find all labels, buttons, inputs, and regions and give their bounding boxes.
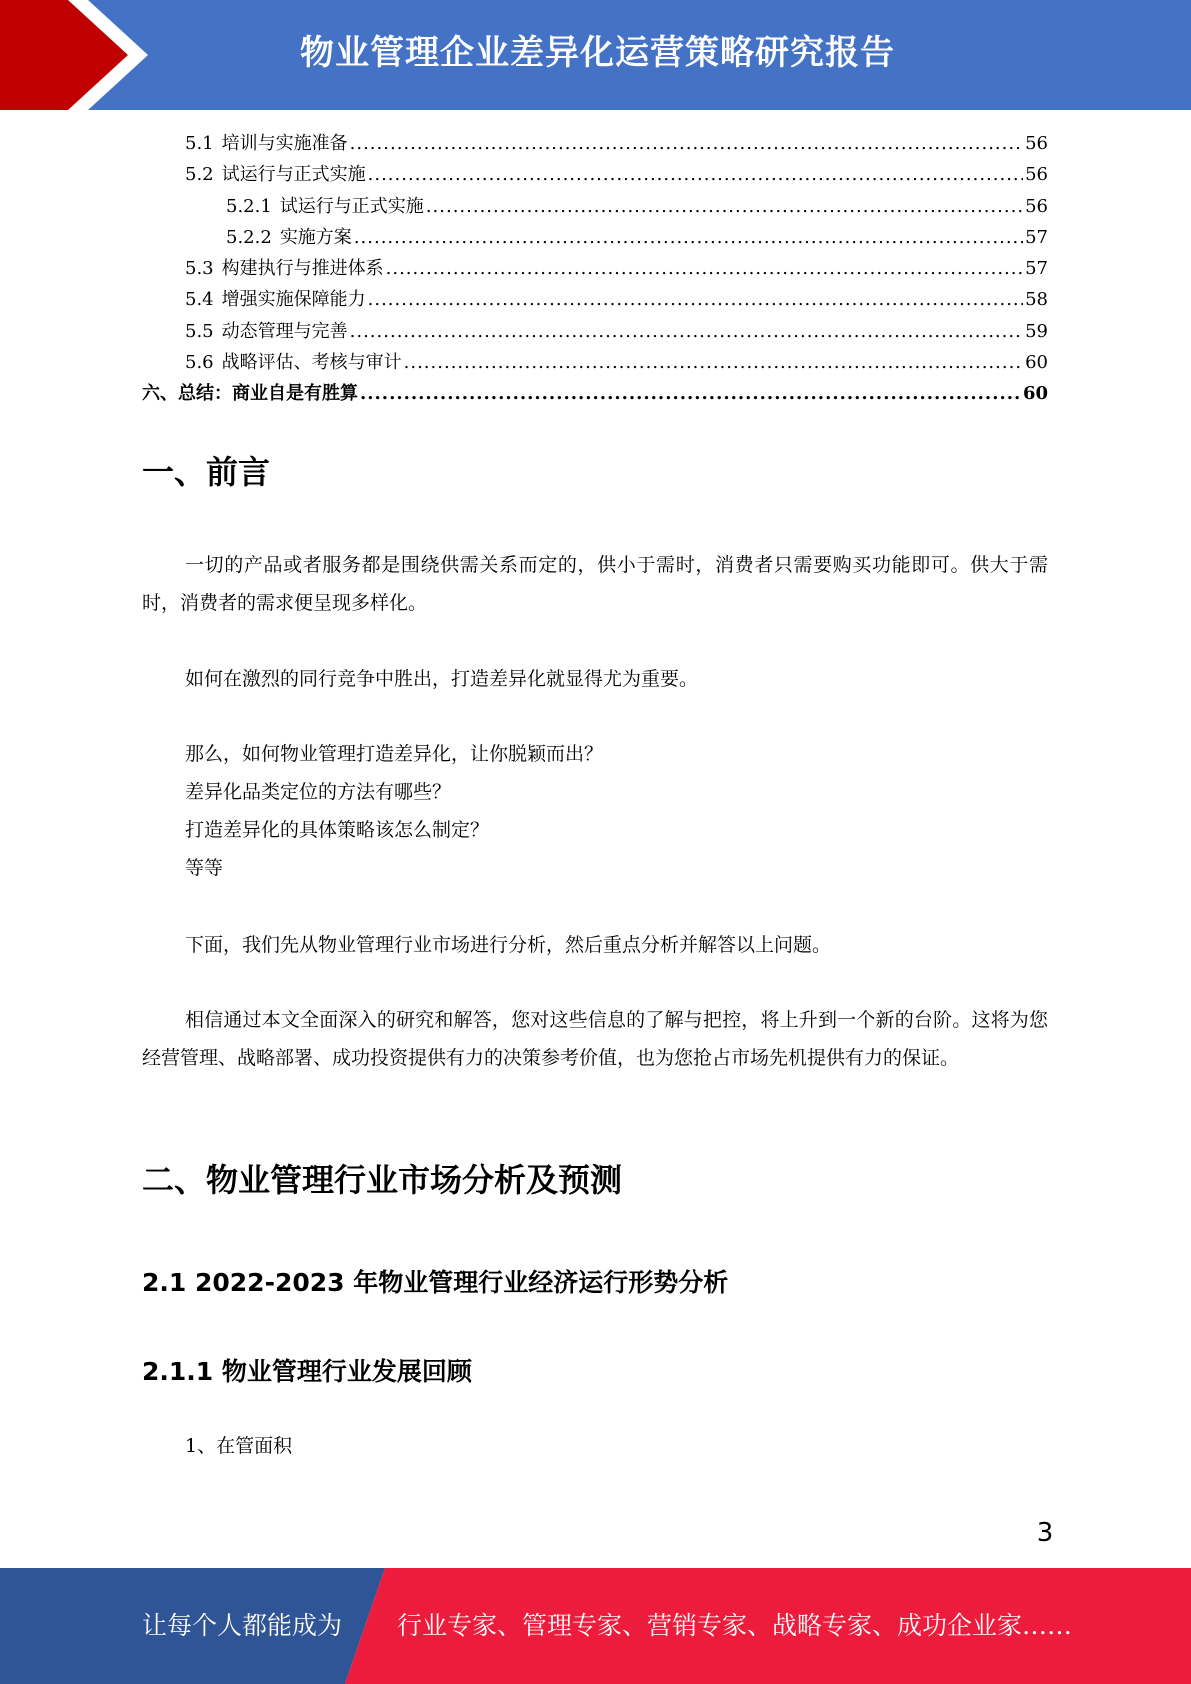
section-heading-market: 二、物业管理行业市场分析及预测 [142,1161,623,1199]
toc-entry[interactable] [142,159,1048,190]
toc-entry-number: 5.2.2 [226,226,272,248]
toc-leader-dots [350,128,1023,159]
toc-leader-dots [350,316,1023,347]
toc-entry[interactable] [142,284,1048,315]
toc-entry-number: 5.3 [185,258,214,280]
toc-entry-page: 60 [1025,352,1048,374]
question-line: 打造差异化的具体策略该怎么制定？ [185,819,490,841]
toc-entry[interactable] [142,378,1048,409]
page-number: 3 [1036,1518,1054,1548]
footer-slogan-right: 行业专家、管理专家、营销专家、战略专家、成功企业家…… [397,1611,1073,1640]
paragraph: 一切的产品或者服务都是围绕供需关系而定的，供小于需时，消费者只需要购买功能即可。供大于需时，消费者的需求便呈现多样化。 [142,554,1048,614]
toc-entry-page: 59 [1025,320,1048,342]
section-heading-preface: 一、前言 [142,453,271,491]
footer-slogan-left: 让每个人都能成为 [142,1611,343,1640]
toc-entry[interactable] [142,222,1048,253]
toc-entry-number: 5.4 [185,289,214,311]
toc-entry-number: 5.5 [185,320,214,342]
toc-entry-page: 57 [1025,258,1048,280]
toc-leader-dots [386,253,1023,284]
toc-leader-dots [426,191,1023,222]
question-line: 那么，如何物业管理打造差异化，让你脱颖而出？ [185,743,604,765]
subsection-heading: 2.1.1 物业管理行业发展回顾 [142,1357,472,1386]
toc-entry-title: 试运行与正式实施 [221,164,366,186]
toc-entry-page: 58 [1025,289,1048,311]
toc-leader-dots [368,159,1023,190]
toc-entry[interactable] [142,253,1048,284]
question-line: 等等 [185,857,224,879]
toc-entry-title: 实施方案 [279,226,352,248]
toc-entry-title: 试运行与正式实施 [279,195,424,217]
report-title: 物业管理企业差异化运营策略研究报告 [300,33,895,73]
toc-entry-title: 战略评估、考核与审计 [221,352,402,374]
paragraph: 相信通过本文全面深入的研究和解答，您对这些信息的了解与把控，将上升到一个新的台阶。这将为您经营管理、战略部署、成功投资提供有力的决策参考价值，也为您抢占市场先机提供有力的保证。 [142,1009,1048,1069]
toc-leader-dots [360,378,1021,409]
toc-entry-page: 56 [1025,133,1048,154]
paragraph: 下面，我们先从物业管理行业市场进行分析，然后重点分析并解答以上问题。 [185,934,832,956]
toc-entry[interactable] [142,128,1048,159]
toc-entry-number: 5.2 [185,164,214,186]
toc-leader-dots [368,284,1023,315]
toc-entry-number: 5.6 [185,352,214,374]
toc-leader-dots [354,222,1023,253]
toc-entry[interactable] [142,316,1048,347]
toc-entry-title: 增强实施保障能力 [221,289,366,311]
toc-entry-page: 56 [1025,164,1048,186]
subsection-heading: 2.1 2022-2023 年物业管理行业经济运行形势分析 [142,1268,729,1297]
list-item: 1、在管面积 [185,1435,293,1457]
question-line: 差异化品类定位的方法有哪些？ [185,781,452,803]
toc-entry-title: 构建执行与推进体系 [221,258,384,280]
page-footer [0,1568,1191,1684]
paragraph: 如何在激烈的同行竞争中胜出，打造差异化就显得尤为重要。 [185,668,699,690]
toc-entry-page: 57 [1025,226,1048,248]
table-of-contents [142,128,1048,410]
toc-entry[interactable] [142,347,1048,378]
toc-entry-number: 5.1 [185,133,214,154]
toc-entry-page: 56 [1025,195,1048,217]
toc-entry-page: 60 [1022,383,1048,405]
toc-leader-dots [404,347,1023,378]
toc-entry-number: 5.2.1 [226,195,272,217]
page-header [0,0,1191,110]
toc-entry-title: 六、总结：商业自是有胜算 [142,383,358,405]
toc-entry-title: 动态管理与完善 [221,320,348,342]
toc-entry-title: 培训与实施准备 [221,133,348,154]
toc-entry[interactable] [142,191,1048,222]
